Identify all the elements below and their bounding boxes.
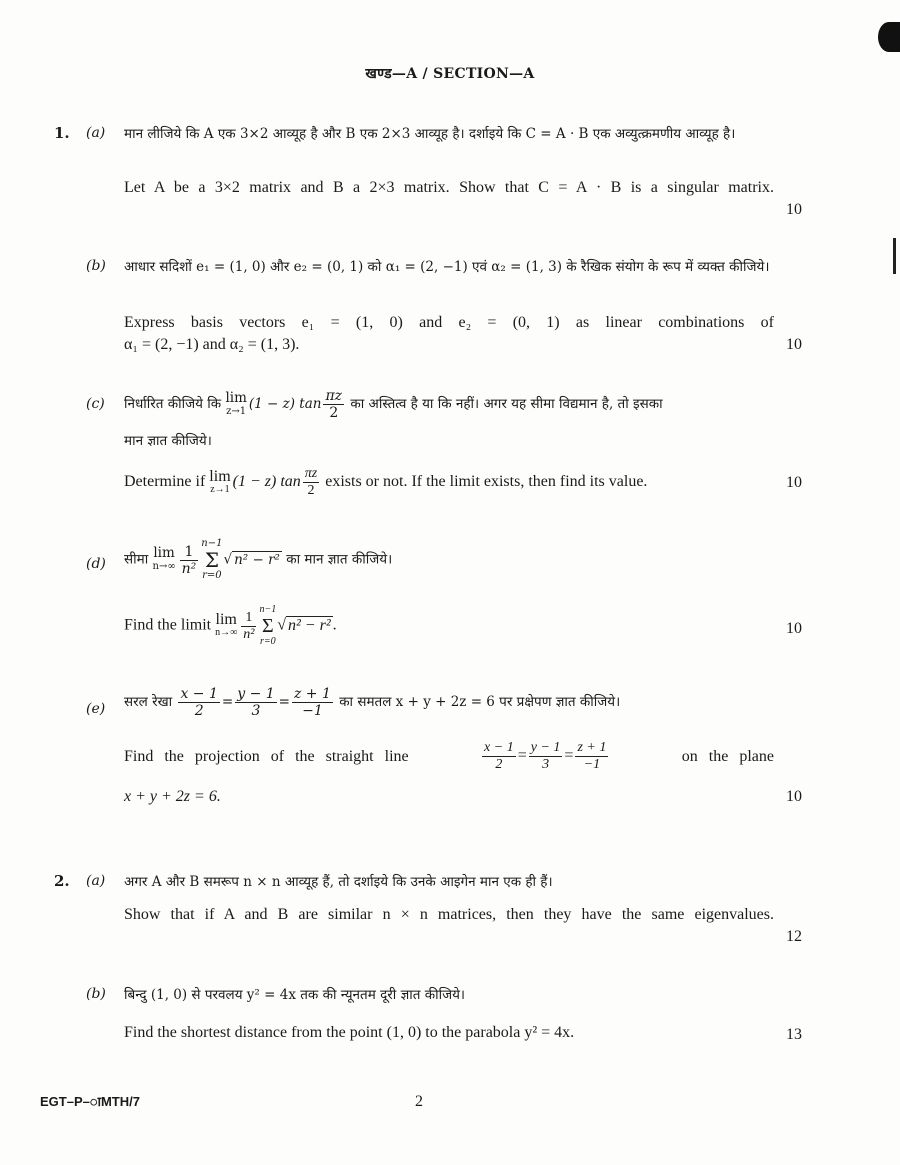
numerator: x − 1 — [484, 740, 514, 755]
english-text: on the plane — [681, 747, 774, 765]
numerator: z + 1 — [293, 686, 331, 702]
scan-mark — [878, 22, 900, 52]
numerator: y − 1 — [530, 740, 561, 755]
hindi-text: सीमा lim n→∞ $\frac{1}{\text{n²}}$ n−1 Σ r=0√ n² − r² का मान ज्ञात कीजिये। — [124, 538, 393, 581]
denominator: 3 — [542, 757, 550, 772]
part-label: (b) — [86, 258, 106, 274]
fraction — [303, 466, 319, 499]
denominator: −1 — [302, 703, 323, 719]
hindi-text: बिन्दु (1, 0) से परवलय y² = 4x तक की न्यूनतम दूरी ज्ञात कीजिये। — [124, 987, 466, 1003]
hindi-text: का मान ज्ञात कीजिये। — [286, 551, 393, 568]
radicand: n² − r² — [234, 551, 280, 568]
numerator: 1 — [180, 544, 199, 561]
sum-symbol: n−1 Σ r=0 — [259, 604, 277, 647]
marks: 12 — [786, 928, 802, 945]
english-text: Find the limit lim n→∞ $\frac{1}{\text{n²}}$ n−1 Σ r=0√ n² − r² . — [124, 604, 337, 647]
section-heading: खण्ड—A / SECTION—A — [365, 66, 535, 82]
limit-sub: n→∞ — [152, 561, 176, 572]
numerator: πz — [304, 466, 318, 481]
denominator: 2 — [194, 703, 204, 719]
fraction — [575, 740, 608, 773]
denominator: 2 — [307, 483, 315, 498]
hindi-text: मान ज्ञात कीजिये। — [124, 433, 212, 449]
part-label: (a) — [86, 873, 106, 889]
denominator: n² — [181, 560, 197, 577]
marks: 10 — [786, 474, 802, 491]
limit-sub: n→∞ — [215, 627, 238, 638]
denominator: 2 — [329, 405, 339, 421]
limit-sub: z→1 — [226, 405, 247, 417]
hindi-text: निर्धारित कीजिये कि — [124, 396, 222, 412]
marks: 10 — [786, 201, 802, 218]
marks: 13 — [786, 1026, 802, 1043]
english-text: α₁ = (2, −1) and α₂ = (1, 3). — [124, 336, 300, 353]
fraction — [323, 388, 344, 421]
radicand: n² − r² — [288, 616, 331, 634]
denominator: 2 — [495, 757, 503, 772]
hindi-text: का समतल x + y + 2z = 6 पर प्रक्षेपण ज्ञात कीजिये। — [339, 694, 621, 710]
limit: lim z→1 — [209, 467, 231, 495]
marks: 10 — [786, 620, 802, 637]
english-text: Let A be a 3×2 matrix and B a 2×3 matrix. Show that C = A · B is a singular matrix. — [124, 179, 774, 196]
hindi-text: सीमा — [124, 551, 149, 568]
fraction — [292, 686, 333, 719]
english-text: Show that if A and B are similar n × n matrices, then they have the same eigenvalues. — [124, 906, 774, 923]
sum-bottom: r=0 — [202, 570, 222, 581]
english-text: Find the shortest distance from the point (1, 0) to the parabola y² = 4x. — [124, 1024, 575, 1041]
sum-bottom: r=0 — [260, 636, 276, 647]
sum-top: n−1 — [259, 604, 277, 615]
marks: 10 — [786, 336, 802, 353]
numerator: 1 — [241, 610, 256, 627]
english-text: Find the projection of the straight line $\frac{x - 1}{2}$ = $\frac{y - 1}{3}$ = $\frac{z + 1}{-1}$ on the plane — [124, 740, 774, 772]
hindi-text: का अस्तित्व है या कि नहीं। अगर यह सीमा विद्यमान है, तो इसका — [350, 396, 663, 412]
scan-mark — [893, 238, 896, 274]
part-label: (d) — [86, 556, 106, 572]
english-text: Determine if — [124, 473, 206, 491]
math-expr: (1 − z) tan — [248, 396, 322, 412]
limit: lim n→∞ — [152, 545, 176, 572]
fraction — [180, 544, 199, 577]
marks: 10 — [786, 788, 802, 805]
fraction — [529, 740, 563, 773]
numerator: z + 1 — [577, 740, 607, 755]
question-number: 1. — [54, 124, 70, 142]
limit-sub: z→1 — [210, 483, 230, 495]
math-expr: (1 − z) tan — [232, 473, 301, 491]
hindi-text — [124, 388, 663, 421]
question-number: 2. — [54, 872, 70, 890]
limit: lim n→∞ — [215, 611, 238, 638]
hindi-text: आधार सदिशों e₁ = (1, 0) और e₂ = (0, 1) को α₁ = (2, −1) एवं α₂ = (1, 3) के रैखिक संयोग के रूप में व्यक्त कीजिये। — [124, 259, 770, 275]
part-label: (c) — [86, 396, 105, 412]
paper-code: EGT–P–ाMTH/7 — [40, 1094, 140, 1109]
hindi-text: सरल रेखा — [124, 694, 173, 710]
fraction — [241, 610, 256, 643]
english-text: Find the limit — [124, 616, 212, 634]
part-label: (b) — [86, 986, 106, 1002]
hindi-text: मान लीजिये कि A एक 3×2 आव्यूह है और B एक 2×3 आव्यूह है। दर्शाइये कि C = A · B एक अव्युत्क्रमणीय आव्यूह है। — [124, 126, 736, 142]
denominator: 3 — [251, 703, 261, 719]
sum-symbol: n−1 Σ r=0 — [201, 538, 223, 581]
sum-top: n−1 — [201, 538, 223, 549]
limit: lim z→1 — [225, 389, 247, 417]
numerator: y − 1 — [237, 686, 275, 702]
fraction — [482, 740, 516, 773]
english-text: Find the projection of the straight line — [124, 747, 409, 765]
numerator: πz — [325, 388, 343, 404]
fraction — [235, 686, 276, 719]
numerator: x − 1 — [180, 686, 218, 702]
english-text: . — [332, 616, 337, 634]
english-text — [124, 466, 647, 499]
hindi-text: सरल रेखा $\frac{x - 1}{2}$ = $\frac{y - 1}{3}$ = $\frac{z + 1}{-1}$ का समतल x + y + 2z = 6 पर प्रक्षेपण ज्ञात कीजिये। — [124, 686, 621, 719]
fraction — [178, 686, 219, 719]
english-text: exists or not. If the limit exists, then find its value. — [325, 473, 648, 491]
english-text: Express basis vectors e₁ = (1, 0) and e₂ = (0, 1) as linear combinations of — [124, 314, 774, 331]
denominator: −1 — [583, 757, 601, 772]
hindi-text: अगर A और B समरूप n × n आव्यूह हैं, तो दर्शाइये कि उनके आइगेन मान एक ही हैं। — [124, 874, 553, 890]
part-label: (e) — [86, 701, 106, 717]
english-text: x + y + 2z = 6. — [124, 788, 221, 805]
denominator: n² — [243, 626, 255, 642]
part-label: (a) — [86, 125, 106, 141]
page-number: 2 — [415, 1093, 423, 1110]
